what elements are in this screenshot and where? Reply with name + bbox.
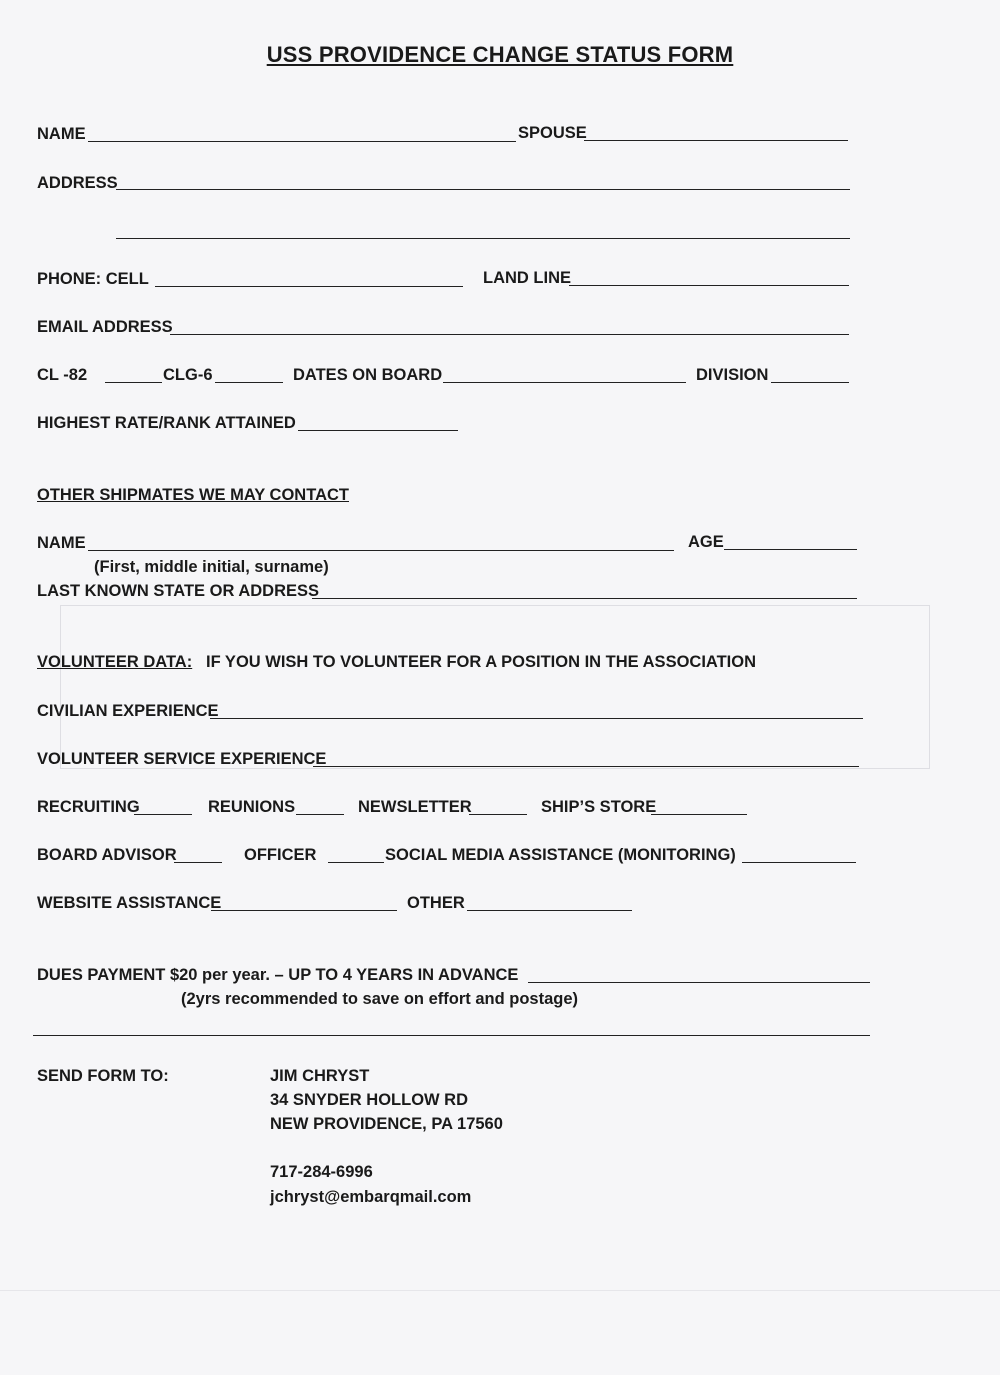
shipmates-header: OTHER SHIPMATES WE MAY CONTACT (37, 486, 349, 504)
officer-label: OFFICER (244, 846, 317, 864)
shipmate-name-field[interactable] (88, 550, 674, 551)
send-street: 34 SNYDER HOLLOW RD (270, 1091, 469, 1109)
last-known-field[interactable] (312, 598, 857, 599)
website-assistance-label: WEBSITE ASSISTANCE (37, 894, 222, 912)
recruiting-label: RECRUITING (37, 798, 140, 816)
recruiting-field[interactable] (134, 814, 192, 815)
ships-store-field[interactable] (651, 814, 747, 815)
email-field[interactable] (170, 334, 849, 335)
cl82-field[interactable] (105, 382, 162, 383)
land-line-label: LAND LINE (483, 269, 571, 287)
dues-hint: (2yrs recommended to save on effort and postage) (181, 990, 579, 1008)
phone-cell-label: PHONE: CELL (37, 270, 149, 288)
send-email: jchryst@embarqmail.com (270, 1188, 472, 1206)
volunteer-service-field[interactable] (313, 766, 859, 767)
dues-label: DUES PAYMENT $20 per year. – UP TO 4 YEARS IN ADVANCE (37, 966, 519, 984)
form-title: USS PROVIDENCE CHANGE STATUS FORM (266, 42, 734, 67)
dates-on-board-field[interactable] (443, 382, 686, 383)
social-media-label: SOCIAL MEDIA ASSISTANCE (MONITORING) (385, 846, 736, 864)
website-assistance-field[interactable] (211, 910, 397, 911)
other-field[interactable] (467, 910, 632, 911)
address-field-2[interactable] (116, 238, 850, 239)
board-advisor-label: BOARD ADVISOR (37, 846, 177, 864)
address-label: ADDRESS (37, 174, 118, 192)
volunteer-header-title: VOLUNTEER DATA: (37, 653, 193, 671)
reunions-label: REUNIONS (208, 798, 296, 816)
page-fold-line (0, 1290, 1000, 1292)
email-label: EMAIL ADDRESS (37, 318, 173, 336)
reunions-field[interactable] (296, 814, 344, 815)
civilian-experience-label: CIVILIAN EXPERIENCE (37, 702, 219, 720)
board-advisor-field[interactable] (174, 862, 222, 863)
dues-field[interactable] (528, 982, 870, 983)
other-label: OTHER (407, 894, 465, 912)
division-label: DIVISION (696, 366, 769, 384)
send-city: NEW PROVIDENCE, PA 17560 (270, 1115, 503, 1133)
name-format-hint: (First, middle initial, surname) (94, 558, 329, 576)
name-field[interactable] (88, 141, 516, 142)
land-line-field[interactable] (569, 285, 849, 286)
clg6-label: CLG-6 (163, 366, 213, 384)
spouse-label: SPOUSE (518, 124, 587, 142)
last-known-label: LAST KNOWN STATE OR ADDRESS (37, 582, 320, 600)
rate-label: HIGHEST RATE/RANK ATTAINED (37, 414, 296, 432)
clg6-field[interactable] (215, 382, 283, 383)
dates-on-board-label: DATES ON BOARD (293, 366, 443, 384)
send-name: JIM CHRYST (270, 1067, 370, 1085)
civilian-experience-field[interactable] (210, 718, 863, 719)
officer-field[interactable] (328, 862, 384, 863)
social-media-field[interactable] (742, 862, 856, 863)
volunteer-header-text: IF YOU WISH TO VOLUNTEER FOR A POSITION IN THE ASSOCIATION (205, 653, 757, 671)
shipmate-name-label: NAME (37, 534, 86, 552)
age-field[interactable] (724, 549, 857, 550)
dues-extra-line[interactable] (33, 1035, 870, 1036)
newsletter-label: NEWSLETTER (358, 798, 472, 816)
cl82-label: CL -82 (37, 366, 88, 384)
volunteer-header (37, 652, 756, 672)
newsletter-field[interactable] (469, 814, 527, 815)
name-label: NAME (37, 125, 86, 143)
send-phone: 717-284-6996 (270, 1163, 373, 1181)
phone-cell-field[interactable] (155, 286, 463, 287)
volunteer-service-label: VOLUNTEER SERVICE EXPERIENCE (37, 750, 327, 768)
age-label: AGE (688, 533, 724, 551)
division-field[interactable] (771, 382, 849, 383)
bleed-through-box (60, 605, 930, 769)
spouse-field[interactable] (584, 140, 848, 141)
ships-store-label: SHIP’S STORE (541, 798, 657, 816)
rate-field[interactable] (298, 430, 458, 431)
send-form-label: SEND FORM TO: (37, 1067, 169, 1085)
address-field-1[interactable] (116, 189, 850, 190)
